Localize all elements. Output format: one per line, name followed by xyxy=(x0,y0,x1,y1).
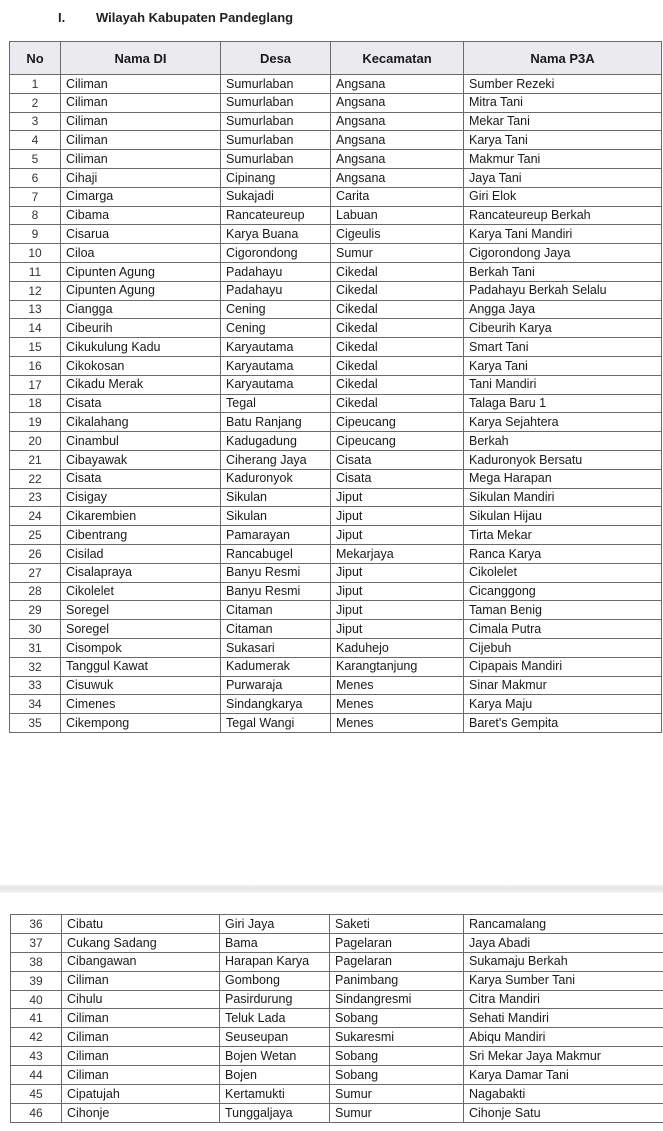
cell-nama-di: Cibayawak xyxy=(61,450,221,469)
cell-desa: Pamarayan xyxy=(221,526,331,545)
cell-kecamatan: Cikedal xyxy=(331,394,464,413)
cell-no: 13 xyxy=(10,300,61,319)
cell-desa: Padahayu xyxy=(221,281,331,300)
table-row xyxy=(10,601,662,620)
cell-no: 45 xyxy=(11,1085,62,1104)
cell-nama-p3a: Karya Sumber Tani xyxy=(464,971,663,990)
table-row xyxy=(10,469,662,488)
cell-desa: Sukasari xyxy=(221,638,331,657)
cell-kecamatan: Jiput xyxy=(331,563,464,582)
cell-desa: Tunggaljaya xyxy=(220,1103,330,1122)
cell-nama-p3a: Sikulan Hijau xyxy=(464,507,662,526)
cell-desa: Banyu Resmi xyxy=(221,563,331,582)
cell-desa: Batu Ranjang xyxy=(221,413,331,432)
cell-nama-di: Cisata xyxy=(61,469,221,488)
cell-nama-p3a: Sikulan Mandiri xyxy=(464,488,662,507)
cell-nama-p3a: Cibeurih Karya xyxy=(464,319,662,338)
cell-kecamatan: Menes xyxy=(331,695,464,714)
cell-nama-p3a: Karya Tani xyxy=(464,356,662,375)
cell-nama-di: Cibatu xyxy=(62,915,220,934)
cell-nama-di: Cisigay xyxy=(61,488,221,507)
table-body-page1 xyxy=(10,75,662,733)
cell-no: 28 xyxy=(10,582,61,601)
cell-no: 38 xyxy=(11,952,62,971)
cell-nama-p3a: Ranca Karya xyxy=(464,544,662,563)
table-row xyxy=(11,971,663,990)
table-row xyxy=(10,356,662,375)
cell-no: 3 xyxy=(10,112,61,131)
cell-no: 29 xyxy=(10,601,61,620)
cell-no: 8 xyxy=(10,206,61,225)
cell-kecamatan: Jiput xyxy=(331,620,464,639)
cell-desa: Citaman xyxy=(221,601,331,620)
cell-no: 10 xyxy=(10,244,61,263)
cell-nama-di: Cibentrang xyxy=(61,526,221,545)
cell-nama-di: Ciliman xyxy=(61,131,221,150)
cell-no: 4 xyxy=(10,131,61,150)
cell-kecamatan: Sobang xyxy=(330,1009,464,1028)
cell-desa: Citaman xyxy=(221,620,331,639)
cell-nama-p3a: Abiqu Mandiri xyxy=(464,1028,663,1047)
cell-desa: Karya Buana xyxy=(221,225,331,244)
cell-desa: Cening xyxy=(221,319,331,338)
table-row xyxy=(10,714,662,733)
cell-nama-p3a: Cigorondong Jaya xyxy=(464,244,662,263)
cell-nama-p3a: Karya Tani Mandiri xyxy=(464,225,662,244)
cell-desa: Sumurlaban xyxy=(221,112,331,131)
cell-kecamatan: Cikedal xyxy=(331,262,464,281)
cell-desa: Cening xyxy=(221,300,331,319)
cell-desa: Rancateureup xyxy=(221,206,331,225)
p3a-table-page1 xyxy=(9,41,662,733)
table-row xyxy=(10,300,662,319)
table-row xyxy=(10,638,662,657)
cell-nama-di: Cisata xyxy=(61,394,221,413)
table-row xyxy=(10,375,662,394)
table-row xyxy=(10,695,662,714)
table-row xyxy=(10,187,662,206)
cell-desa: Bojen xyxy=(220,1066,330,1085)
cell-no: 19 xyxy=(10,413,61,432)
table-row xyxy=(10,544,662,563)
cell-kecamatan: Angsana xyxy=(331,168,464,187)
cell-no: 34 xyxy=(10,695,61,714)
cell-no: 2 xyxy=(10,93,61,112)
cell-kecamatan: Cikedal xyxy=(331,356,464,375)
cell-nama-p3a: Nagabakti xyxy=(464,1085,663,1104)
cell-nama-di: Ciangga xyxy=(61,300,221,319)
cell-desa: Karyautama xyxy=(221,356,331,375)
cell-no: 20 xyxy=(10,432,61,451)
cell-nama-di: Cipunten Agung xyxy=(61,281,221,300)
cell-desa: Sumurlaban xyxy=(221,75,331,94)
cell-kecamatan: Sobang xyxy=(330,1066,464,1085)
cell-desa: Karyautama xyxy=(221,375,331,394)
cell-nama-p3a: Baret's Gempita xyxy=(464,714,662,733)
cell-desa: Bojen Wetan xyxy=(220,1047,330,1066)
cell-kecamatan: Sumur xyxy=(330,1103,464,1122)
cell-no: 22 xyxy=(10,469,61,488)
cell-nama-di: Cihonje xyxy=(62,1103,220,1122)
cell-kecamatan: Jiput xyxy=(331,488,464,507)
cell-nama-p3a: Makmur Tani xyxy=(464,150,662,169)
table-row xyxy=(10,394,662,413)
cell-desa: Tegal xyxy=(221,394,331,413)
cell-kecamatan: Angsana xyxy=(331,150,464,169)
cell-nama-p3a: Padahayu Berkah Selalu xyxy=(464,281,662,300)
column-header-kecamatan: Kecamatan xyxy=(331,42,464,75)
cell-nama-p3a: Karya Damar Tani xyxy=(464,1066,663,1085)
cell-nama-di: Cinambul xyxy=(61,432,221,451)
table-row xyxy=(11,915,663,934)
cell-nama-p3a: Cicanggong xyxy=(464,582,662,601)
cell-nama-di: Cimarga xyxy=(61,187,221,206)
cell-no: 23 xyxy=(10,488,61,507)
cell-no: 43 xyxy=(11,1047,62,1066)
cell-kecamatan: Pagelaran xyxy=(330,933,464,952)
cell-nama-di: Cipatujah xyxy=(62,1085,220,1104)
cell-no: 39 xyxy=(11,971,62,990)
cell-kecamatan: Saketi xyxy=(330,915,464,934)
cell-nama-di: Cikukulung Kadu xyxy=(61,338,221,357)
cell-no: 7 xyxy=(10,187,61,206)
table-row xyxy=(10,150,662,169)
cell-desa: Bama xyxy=(220,933,330,952)
cell-nama-p3a: Berkah xyxy=(464,432,662,451)
cell-no: 17 xyxy=(10,375,61,394)
cell-kecamatan: Mekarjaya xyxy=(331,544,464,563)
cell-nama-p3a: Mega Harapan xyxy=(464,469,662,488)
cell-desa: Kaduronyok xyxy=(221,469,331,488)
cell-no: 25 xyxy=(10,526,61,545)
p3a-table-page2 xyxy=(10,914,663,1123)
table-row xyxy=(10,413,662,432)
section-title: Wilayah Kabupaten Pandeglang xyxy=(96,10,294,25)
cell-kecamatan: Jiput xyxy=(331,507,464,526)
cell-kecamatan: Cikedal xyxy=(331,338,464,357)
cell-desa: Kadugadung xyxy=(221,432,331,451)
cell-kecamatan: Jiput xyxy=(331,582,464,601)
cell-nama-di: Cisilad xyxy=(61,544,221,563)
cell-kecamatan: Sumur xyxy=(330,1085,464,1104)
cell-kecamatan: Karangtanjung xyxy=(331,657,464,676)
cell-nama-di: Ciloa xyxy=(61,244,221,263)
table-row xyxy=(10,488,662,507)
cell-nama-p3a: Sehati Mandiri xyxy=(464,1009,663,1028)
cell-nama-di: Ciliman xyxy=(62,1028,220,1047)
table-row xyxy=(10,93,662,112)
cell-nama-p3a: Sri Mekar Jaya Makmur xyxy=(464,1047,663,1066)
cell-nama-p3a: Cijebuh xyxy=(464,638,662,657)
column-header-nama-p3a: Nama P3A xyxy=(464,42,662,75)
cell-no: 44 xyxy=(11,1066,62,1085)
cell-nama-di: Soregel xyxy=(61,620,221,639)
cell-desa: Sumurlaban xyxy=(221,93,331,112)
cell-kecamatan: Pagelaran xyxy=(330,952,464,971)
cell-desa: Karyautama xyxy=(221,338,331,357)
cell-desa: Tegal Wangi xyxy=(221,714,331,733)
table-row xyxy=(10,507,662,526)
cell-kecamatan: Angsana xyxy=(331,131,464,150)
cell-no: 6 xyxy=(10,168,61,187)
cell-kecamatan: Cipeucang xyxy=(331,432,464,451)
table-row xyxy=(10,676,662,695)
cell-nama-di: Cisuwuk xyxy=(61,676,221,695)
cell-kecamatan: Jiput xyxy=(331,601,464,620)
cell-nama-p3a: Tirta Mekar xyxy=(464,526,662,545)
cell-nama-di: Cikokosan xyxy=(61,356,221,375)
cell-no: 5 xyxy=(10,150,61,169)
table-row xyxy=(10,281,662,300)
cell-nama-p3a: Rancamalang xyxy=(464,915,663,934)
cell-desa: Ciherang Jaya xyxy=(221,450,331,469)
cell-desa: Sumurlaban xyxy=(221,150,331,169)
table-row xyxy=(11,1009,663,1028)
cell-no: 16 xyxy=(10,356,61,375)
cell-desa: Kertamukti xyxy=(220,1085,330,1104)
cell-nama-p3a: Sinar Makmur xyxy=(464,676,662,695)
cell-nama-p3a: Sukamaju Berkah xyxy=(464,952,663,971)
cell-desa: Sikulan xyxy=(221,488,331,507)
cell-nama-di: Ciliman xyxy=(61,112,221,131)
cell-desa: Gombong xyxy=(220,971,330,990)
cell-nama-p3a: Citra Mandiri xyxy=(464,990,663,1009)
cell-no: 21 xyxy=(10,450,61,469)
table-row xyxy=(10,244,662,263)
table-row xyxy=(11,1028,663,1047)
cell-no: 24 xyxy=(10,507,61,526)
cell-nama-p3a: Sumber Rezeki xyxy=(464,75,662,94)
table-row xyxy=(10,582,662,601)
table-row xyxy=(10,432,662,451)
cell-nama-p3a: Cikolelet xyxy=(464,563,662,582)
cell-kecamatan: Cikedal xyxy=(331,281,464,300)
table-row xyxy=(11,990,663,1009)
cell-kecamatan: Cikedal xyxy=(331,300,464,319)
cell-desa: Seuseupan xyxy=(220,1028,330,1047)
table-row xyxy=(11,952,663,971)
cell-no: 31 xyxy=(10,638,61,657)
cell-kecamatan: Jiput xyxy=(331,526,464,545)
cell-kecamatan: Angsana xyxy=(331,75,464,94)
cell-desa: Rancabugel xyxy=(221,544,331,563)
cell-desa: Giri Jaya xyxy=(220,915,330,934)
table-row xyxy=(10,206,662,225)
cell-kecamatan: Sumur xyxy=(331,244,464,263)
cell-nama-p3a: Karya Maju xyxy=(464,695,662,714)
cell-nama-di: Cikolelet xyxy=(61,582,221,601)
cell-nama-di: Cibangawan xyxy=(62,952,220,971)
cell-nama-di: Cisarua xyxy=(61,225,221,244)
cell-no: 36 xyxy=(11,915,62,934)
cell-kecamatan: Sindangresmi xyxy=(330,990,464,1009)
table-row xyxy=(11,1085,663,1104)
table-row xyxy=(10,563,662,582)
section-number: I. xyxy=(58,10,66,25)
cell-nama-p3a: Smart Tani xyxy=(464,338,662,357)
cell-no: 12 xyxy=(10,281,61,300)
cell-desa: Cigorondong xyxy=(221,244,331,263)
cell-kecamatan: Cisata xyxy=(331,469,464,488)
cell-nama-p3a: Taman Benig xyxy=(464,601,662,620)
table-row xyxy=(10,131,662,150)
table-row xyxy=(10,168,662,187)
cell-nama-p3a: Angga Jaya xyxy=(464,300,662,319)
cell-no: 30 xyxy=(10,620,61,639)
cell-no: 15 xyxy=(10,338,61,357)
cell-kecamatan: Panimbang xyxy=(330,971,464,990)
table-row xyxy=(10,319,662,338)
cell-nama-p3a: Tani Mandiri xyxy=(464,375,662,394)
cell-nama-p3a: Cimala Putra xyxy=(464,620,662,639)
cell-no: 37 xyxy=(11,933,62,952)
table-row xyxy=(10,526,662,545)
cell-no: 1 xyxy=(10,75,61,94)
table-body-page2 xyxy=(11,915,663,1123)
cell-nama-di: Cihulu xyxy=(62,990,220,1009)
cell-desa: Harapan Karya xyxy=(220,952,330,971)
cell-nama-di: Cisompok xyxy=(61,638,221,657)
table-row xyxy=(11,933,663,952)
cell-no: 40 xyxy=(11,990,62,1009)
table-row xyxy=(10,450,662,469)
table-row xyxy=(10,657,662,676)
cell-kecamatan: Cisata xyxy=(331,450,464,469)
cell-no: 14 xyxy=(10,319,61,338)
cell-desa: Cipinang xyxy=(221,168,331,187)
cell-no: 46 xyxy=(11,1103,62,1122)
cell-nama-di: Ciliman xyxy=(62,1047,220,1066)
cell-nama-di: Tanggul Kawat xyxy=(61,657,221,676)
cell-nama-di: Soregel xyxy=(61,601,221,620)
cell-kecamatan: Labuan xyxy=(331,206,464,225)
cell-kecamatan: Sobang xyxy=(330,1047,464,1066)
cell-kecamatan: Cikedal xyxy=(331,375,464,394)
cell-desa: Padahayu xyxy=(221,262,331,281)
cell-no: 11 xyxy=(10,262,61,281)
cell-kecamatan: Menes xyxy=(331,714,464,733)
column-header-nama-di: Nama DI xyxy=(61,42,221,75)
cell-nama-di: Cihaji xyxy=(61,168,221,187)
column-header-desa: Desa xyxy=(221,42,331,75)
cell-nama-p3a: Rancateureup Berkah xyxy=(464,206,662,225)
cell-desa: Teluk Lada xyxy=(220,1009,330,1028)
table-row xyxy=(10,75,662,94)
cell-nama-di: Cibeurih xyxy=(61,319,221,338)
cell-nama-di: Cikalahang xyxy=(61,413,221,432)
table-row xyxy=(10,338,662,357)
cell-kecamatan: Menes xyxy=(331,676,464,695)
table-row xyxy=(11,1047,663,1066)
cell-nama-p3a: Talaga Baru 1 xyxy=(464,394,662,413)
cell-nama-di: Ciliman xyxy=(61,75,221,94)
cell-nama-di: Ciliman xyxy=(61,150,221,169)
cell-kecamatan: Cipeucang xyxy=(331,413,464,432)
table-row xyxy=(10,262,662,281)
cell-nama-p3a: Giri Elok xyxy=(464,187,662,206)
cell-no: 35 xyxy=(10,714,61,733)
table-row xyxy=(11,1066,663,1085)
cell-no: 26 xyxy=(10,544,61,563)
cell-desa: Sindangkarya xyxy=(221,695,331,714)
cell-nama-p3a: Jaya Tani xyxy=(464,168,662,187)
column-header-no: No xyxy=(10,42,61,75)
cell-nama-di: Cimenes xyxy=(61,695,221,714)
cell-no: 42 xyxy=(11,1028,62,1047)
section-heading xyxy=(58,10,293,25)
cell-desa: Purwaraja xyxy=(221,676,331,695)
cell-kecamatan: Angsana xyxy=(331,112,464,131)
cell-nama-p3a: Mekar Tani xyxy=(464,112,662,131)
cell-no: 27 xyxy=(10,563,61,582)
cell-nama-di: Ciliman xyxy=(62,971,220,990)
cell-nama-di: Cipunten Agung xyxy=(61,262,221,281)
cell-kecamatan: Sukaresmi xyxy=(330,1028,464,1047)
cell-nama-di: Ciliman xyxy=(62,1066,220,1085)
cell-nama-p3a: Mitra Tani xyxy=(464,93,662,112)
cell-desa: Banyu Resmi xyxy=(221,582,331,601)
cell-nama-p3a: Berkah Tani xyxy=(464,262,662,281)
cell-nama-di: Ciliman xyxy=(62,1009,220,1028)
cell-no: 9 xyxy=(10,225,61,244)
table-header-row xyxy=(10,42,662,75)
cell-nama-p3a: Cipapais Mandiri xyxy=(464,657,662,676)
cell-kecamatan: Cigeulis xyxy=(331,225,464,244)
cell-kecamatan: Angsana xyxy=(331,93,464,112)
page-break-divider xyxy=(0,885,663,893)
cell-nama-di: Cukang Sadang xyxy=(62,933,220,952)
cell-nama-di: Ciliman xyxy=(61,93,221,112)
cell-kecamatan: Kaduhejo xyxy=(331,638,464,657)
cell-nama-di: Cisalapraya xyxy=(61,563,221,582)
table-row xyxy=(10,112,662,131)
cell-nama-p3a: Cihonje Satu xyxy=(464,1103,663,1122)
cell-no: 18 xyxy=(10,394,61,413)
cell-no: 41 xyxy=(11,1009,62,1028)
cell-nama-p3a: Karya Tani xyxy=(464,131,662,150)
table-row xyxy=(10,225,662,244)
cell-nama-p3a: Jaya Abadi xyxy=(464,933,663,952)
cell-nama-p3a: Karya Sejahtera xyxy=(464,413,662,432)
cell-no: 33 xyxy=(10,676,61,695)
cell-nama-di: Cikarembien xyxy=(61,507,221,526)
cell-kecamatan: Cikedal xyxy=(331,319,464,338)
cell-kecamatan: Carita xyxy=(331,187,464,206)
cell-no: 32 xyxy=(10,657,61,676)
cell-nama-p3a: Kaduronyok Bersatu xyxy=(464,450,662,469)
cell-nama-di: Cibama xyxy=(61,206,221,225)
cell-desa: Sukajadi xyxy=(221,187,331,206)
cell-desa: Sumurlaban xyxy=(221,131,331,150)
cell-nama-di: Cikempong xyxy=(61,714,221,733)
cell-desa: Pasirdurung xyxy=(220,990,330,1009)
cell-desa: Kadumerak xyxy=(221,657,331,676)
cell-desa: Sikulan xyxy=(221,507,331,526)
cell-nama-di: Cikadu Merak xyxy=(61,375,221,394)
table-row xyxy=(11,1103,663,1122)
table-row xyxy=(10,620,662,639)
